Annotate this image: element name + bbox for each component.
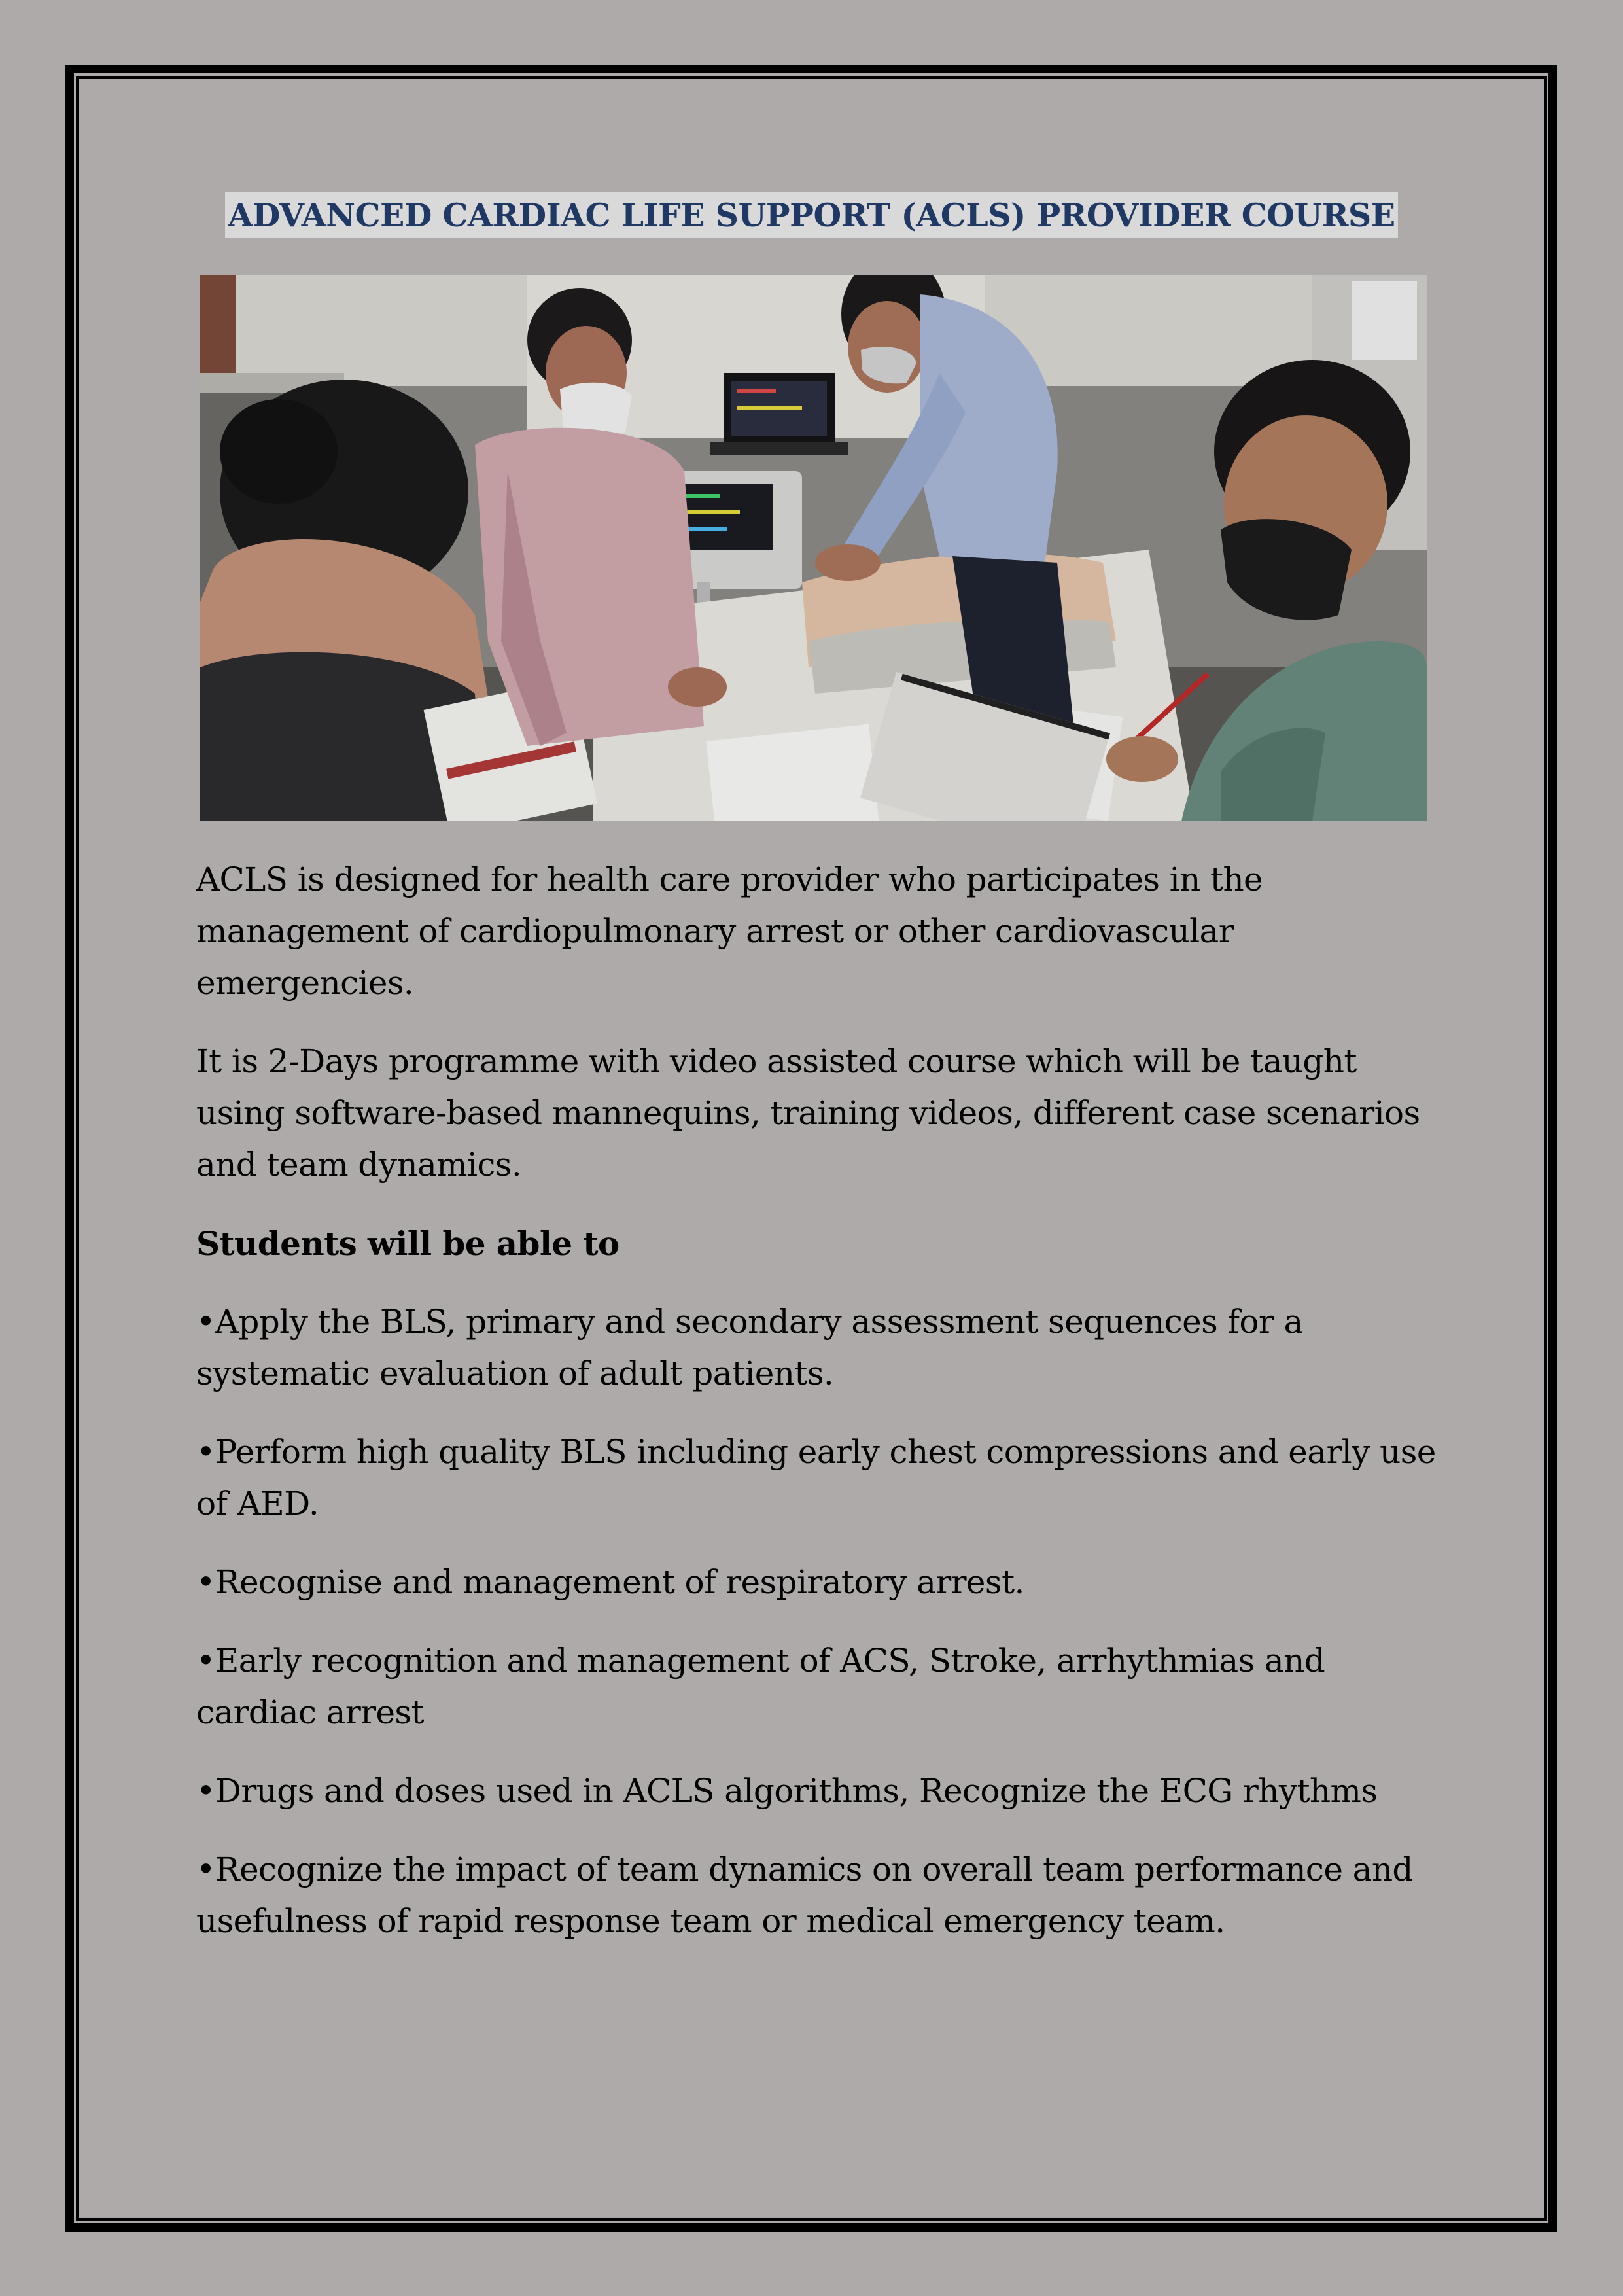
page-title: ADVANCED CARDIAC LIFE SUPPORT (ACLS) PROVIDER COURSE [225, 192, 1397, 238]
objective-item: •Perform high quality BLS including early chest compressions and early use of AED. [196, 1433, 1436, 1523]
objective-item: •Recognize the impact of team dynamics on overall team performance and usefulness of rapid response team or medical emergency team. [196, 1850, 1413, 1940]
objective-item: •Drugs and doses used in ACLS algorithms, Recognize the ECG rhythms [196, 1772, 1378, 1810]
intro-paragraph: ACLS is designed for health care provider who participates in the management of cardiopulmonary arrest or other cardiovascular emergencies. [196, 860, 1263, 1002]
objective-item: •Early recognition and management of ACS, Stroke, arrhythmias and cardiac arrest [196, 1642, 1325, 1731]
title-block [0, 192, 1623, 238]
training-photo [200, 275, 1427, 821]
objective-item: •Recognise and management of respiratory arrest. [196, 1563, 1024, 1601]
objectives-heading: Students will be able to [196, 1224, 620, 1263]
objective-item: •Apply the BLS, primary and secondary assessment sequences for a systematic evaluation of adult patients. [196, 1303, 1303, 1392]
programme-paragraph: It is 2-Days programme with video assisted course which will be taught using software-based mannequins, training videos, different case scenarios and team dynamics. [196, 1042, 1420, 1184]
course-description [196, 854, 1446, 1974]
